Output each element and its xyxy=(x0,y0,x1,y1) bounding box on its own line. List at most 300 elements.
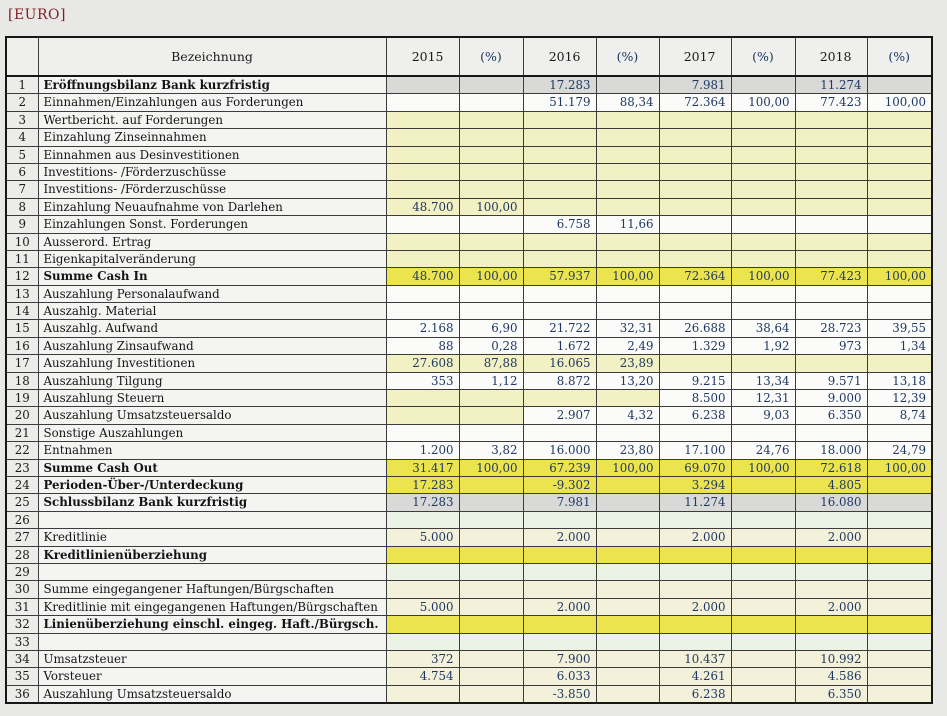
value-cell xyxy=(795,129,867,146)
value-cell xyxy=(459,476,523,493)
value-cell: 5.000 xyxy=(386,598,459,615)
value-cell: 48.700 xyxy=(386,268,459,285)
row-label-cell: Auszahlung Umsatzsteuersaldo xyxy=(38,407,386,424)
row-label-cell: Investitions- /Förderzuschüsse xyxy=(38,181,386,198)
value-cell xyxy=(867,146,932,163)
value-cell xyxy=(523,111,596,128)
value-cell: 4.261 xyxy=(659,668,731,685)
value-cell xyxy=(867,563,932,580)
column-header-bezeichnung: Bezeichnung xyxy=(38,37,386,76)
value-cell xyxy=(659,198,731,215)
value-cell: 17.283 xyxy=(386,476,459,493)
row-number-cell: 20 xyxy=(6,407,38,424)
value-cell: 6.238 xyxy=(659,407,731,424)
value-cell: 100,00 xyxy=(867,459,932,476)
column-header-: (%) xyxy=(867,37,932,76)
value-cell xyxy=(795,303,867,320)
value-cell xyxy=(523,163,596,180)
value-cell xyxy=(867,216,932,233)
table-row xyxy=(6,459,932,476)
value-cell: 6,90 xyxy=(459,320,523,337)
value-cell xyxy=(523,546,596,563)
value-cell xyxy=(596,685,659,703)
value-cell xyxy=(659,355,731,372)
value-cell: 16.080 xyxy=(795,494,867,511)
value-cell: 38,64 xyxy=(731,320,795,337)
value-cell xyxy=(731,129,795,146)
value-cell: 6.033 xyxy=(523,668,596,685)
value-cell xyxy=(459,633,523,650)
row-number-cell: 8 xyxy=(6,198,38,215)
table-row xyxy=(6,216,932,233)
value-cell xyxy=(659,129,731,146)
column-header-: (%) xyxy=(596,37,659,76)
value-cell xyxy=(596,668,659,685)
value-cell xyxy=(795,250,867,267)
value-cell xyxy=(386,285,459,302)
value-cell: 2.000 xyxy=(659,529,731,546)
value-cell xyxy=(795,511,867,528)
value-cell xyxy=(596,285,659,302)
row-label-cell: Einnahmen aus Desinvestitionen xyxy=(38,146,386,163)
value-cell xyxy=(867,685,932,703)
value-cell: 16.000 xyxy=(523,442,596,459)
value-cell: 26.688 xyxy=(659,320,731,337)
value-cell: 88,34 xyxy=(596,94,659,111)
value-cell: 2.907 xyxy=(523,407,596,424)
value-cell: 1.672 xyxy=(523,337,596,354)
row-label-cell: Sonstige Auszahlungen xyxy=(38,424,386,441)
row-label-cell: Kreditlinie mit eingegangenen Haftungen/Bürgschaften xyxy=(38,598,386,615)
value-cell xyxy=(795,163,867,180)
value-cell xyxy=(386,303,459,320)
row-number-cell: 29 xyxy=(6,563,38,580)
value-cell xyxy=(596,511,659,528)
value-cell xyxy=(596,598,659,615)
table-row xyxy=(6,633,932,650)
value-cell xyxy=(795,633,867,650)
value-cell xyxy=(731,76,795,94)
row-number-cell: 13 xyxy=(6,285,38,302)
value-cell xyxy=(459,546,523,563)
value-cell xyxy=(731,181,795,198)
row-label-cell: Summe Cash Out xyxy=(38,459,386,476)
value-cell: 27.608 xyxy=(386,355,459,372)
value-cell: 100,00 xyxy=(596,268,659,285)
value-cell xyxy=(596,633,659,650)
value-cell xyxy=(795,233,867,250)
value-cell: 13,18 xyxy=(867,372,932,389)
value-cell: 3.294 xyxy=(659,476,731,493)
value-cell xyxy=(731,163,795,180)
value-cell xyxy=(459,494,523,511)
value-cell xyxy=(386,511,459,528)
value-cell xyxy=(386,94,459,111)
value-cell: 10.437 xyxy=(659,650,731,667)
value-cell: 8.500 xyxy=(659,390,731,407)
row-number-cell: 11 xyxy=(6,250,38,267)
value-cell: 973 xyxy=(795,337,867,354)
row-number-cell: 30 xyxy=(6,581,38,598)
value-cell xyxy=(596,529,659,546)
table-row xyxy=(6,685,932,703)
value-cell xyxy=(731,494,795,511)
value-cell: 39,55 xyxy=(867,320,932,337)
table-row xyxy=(6,494,932,511)
value-cell: 1.200 xyxy=(386,442,459,459)
value-cell: 353 xyxy=(386,372,459,389)
value-cell xyxy=(386,76,459,94)
value-cell xyxy=(596,146,659,163)
value-cell: 1,34 xyxy=(867,337,932,354)
value-cell xyxy=(523,581,596,598)
value-cell xyxy=(596,563,659,580)
value-cell xyxy=(596,76,659,94)
value-cell xyxy=(731,250,795,267)
row-label-cell xyxy=(38,563,386,580)
value-cell xyxy=(795,198,867,215)
table-row xyxy=(6,511,932,528)
table-row xyxy=(6,390,932,407)
value-cell xyxy=(867,163,932,180)
value-cell: 100,00 xyxy=(459,198,523,215)
row-number-cell: 3 xyxy=(6,111,38,128)
value-cell xyxy=(659,181,731,198)
value-cell xyxy=(596,111,659,128)
row-label-cell xyxy=(38,633,386,650)
value-cell xyxy=(867,529,932,546)
value-cell: 2.000 xyxy=(659,598,731,615)
value-cell xyxy=(459,511,523,528)
row-number-cell: 12 xyxy=(6,268,38,285)
value-cell xyxy=(596,616,659,633)
value-cell xyxy=(459,581,523,598)
value-cell: 2.000 xyxy=(523,598,596,615)
value-cell: 100,00 xyxy=(459,268,523,285)
value-cell xyxy=(731,355,795,372)
value-cell: 21.722 xyxy=(523,320,596,337)
value-cell xyxy=(731,303,795,320)
value-cell: 17.283 xyxy=(386,494,459,511)
table-row xyxy=(6,111,932,128)
value-cell xyxy=(659,563,731,580)
value-cell: 16.065 xyxy=(523,355,596,372)
row-label-cell: Eröffnungsbilanz Bank kurzfristig xyxy=(38,76,386,94)
value-cell: 48.700 xyxy=(386,198,459,215)
value-cell xyxy=(867,581,932,598)
value-cell xyxy=(795,355,867,372)
row-number-cell: 32 xyxy=(6,616,38,633)
value-cell xyxy=(596,163,659,180)
value-cell xyxy=(596,581,659,598)
row-number-cell: 15 xyxy=(6,320,38,337)
row-label-cell: Investitions- /Förderzuschüsse xyxy=(38,163,386,180)
value-cell xyxy=(659,285,731,302)
row-label-cell: Wertbericht. auf Forderungen xyxy=(38,111,386,128)
row-number-cell: 23 xyxy=(6,459,38,476)
value-cell xyxy=(386,407,459,424)
value-cell xyxy=(731,233,795,250)
value-cell: 100,00 xyxy=(459,459,523,476)
value-cell xyxy=(386,563,459,580)
row-label-cell: Auszahlung Investitionen xyxy=(38,355,386,372)
value-cell: 17.100 xyxy=(659,442,731,459)
table-row xyxy=(6,146,932,163)
table-row xyxy=(6,250,932,267)
table-row xyxy=(6,285,932,302)
value-cell: 6.238 xyxy=(659,685,731,703)
column-header-2016: 2016 xyxy=(523,37,596,76)
value-cell: 87,88 xyxy=(459,355,523,372)
value-cell xyxy=(596,546,659,563)
row-number-cell: 2 xyxy=(6,94,38,111)
value-cell xyxy=(867,198,932,215)
row-label-cell: Perioden-Über-/Unterdeckung xyxy=(38,476,386,493)
value-cell xyxy=(459,285,523,302)
value-cell xyxy=(596,494,659,511)
value-cell xyxy=(659,581,731,598)
value-cell xyxy=(867,598,932,615)
row-label-cell: Schlussbilanz Bank kurzfristig xyxy=(38,494,386,511)
value-cell xyxy=(596,250,659,267)
row-number-cell: 35 xyxy=(6,668,38,685)
row-number-cell: 7 xyxy=(6,181,38,198)
value-cell: 72.618 xyxy=(795,459,867,476)
value-cell xyxy=(386,424,459,441)
value-cell xyxy=(459,94,523,111)
table-row xyxy=(6,407,932,424)
value-cell: 23,80 xyxy=(596,442,659,459)
row-number-cell: 22 xyxy=(6,442,38,459)
value-cell xyxy=(795,424,867,441)
table-row xyxy=(6,476,932,493)
value-cell xyxy=(523,129,596,146)
row-number-cell: 19 xyxy=(6,390,38,407)
currency-label: [EURO] xyxy=(8,7,66,23)
value-cell xyxy=(731,650,795,667)
value-cell: 100,00 xyxy=(731,268,795,285)
value-cell xyxy=(386,685,459,703)
table-row xyxy=(6,442,932,459)
row-label-cell: Umsatzsteuer xyxy=(38,650,386,667)
value-cell xyxy=(659,424,731,441)
value-cell xyxy=(659,111,731,128)
row-label-cell: Auszahlung Umsatzsteuersaldo xyxy=(38,685,386,703)
value-cell xyxy=(795,563,867,580)
table-row xyxy=(6,233,932,250)
row-label-cell: Auszahlung Personalaufwand xyxy=(38,285,386,302)
value-cell xyxy=(459,390,523,407)
value-cell xyxy=(867,181,932,198)
value-cell: 69.070 xyxy=(659,459,731,476)
value-cell: 11,66 xyxy=(596,216,659,233)
value-cell: 100,00 xyxy=(731,459,795,476)
value-cell: 32,31 xyxy=(596,320,659,337)
value-cell xyxy=(731,529,795,546)
value-cell: 72.364 xyxy=(659,94,731,111)
value-cell xyxy=(386,129,459,146)
value-cell xyxy=(731,685,795,703)
column-header-: (%) xyxy=(459,37,523,76)
value-cell: 5.000 xyxy=(386,529,459,546)
value-cell xyxy=(867,285,932,302)
column-header-: (%) xyxy=(731,37,795,76)
value-cell: 18.000 xyxy=(795,442,867,459)
value-cell xyxy=(386,216,459,233)
value-cell xyxy=(596,424,659,441)
row-label-cell: Eigenkapitalveränderung xyxy=(38,250,386,267)
table-row xyxy=(6,129,932,146)
value-cell xyxy=(596,129,659,146)
value-cell: 51.179 xyxy=(523,94,596,111)
row-number-cell: 4 xyxy=(6,129,38,146)
table-row xyxy=(6,668,932,685)
value-cell xyxy=(659,216,731,233)
value-cell xyxy=(386,146,459,163)
row-number-cell: 9 xyxy=(6,216,38,233)
value-cell: 0,28 xyxy=(459,337,523,354)
table-row xyxy=(6,337,932,354)
value-cell xyxy=(386,163,459,180)
value-cell: 9.571 xyxy=(795,372,867,389)
value-cell xyxy=(731,633,795,650)
value-cell: 8,74 xyxy=(867,407,932,424)
value-cell xyxy=(659,633,731,650)
value-cell xyxy=(459,529,523,546)
value-cell xyxy=(459,407,523,424)
value-cell: 11.274 xyxy=(795,76,867,94)
value-cell xyxy=(731,546,795,563)
row-number-cell: 31 xyxy=(6,598,38,615)
value-cell: 2.000 xyxy=(523,529,596,546)
value-cell xyxy=(459,129,523,146)
value-cell: 2.000 xyxy=(795,598,867,615)
value-cell: 4.805 xyxy=(795,476,867,493)
value-cell xyxy=(795,111,867,128)
value-cell xyxy=(596,198,659,215)
value-cell: 1.329 xyxy=(659,337,731,354)
value-cell xyxy=(523,633,596,650)
row-label-cell: Kreditlinie xyxy=(38,529,386,546)
table-row xyxy=(6,320,932,337)
value-cell xyxy=(867,303,932,320)
table-body xyxy=(6,76,932,703)
value-cell xyxy=(659,303,731,320)
row-number-cell: 27 xyxy=(6,529,38,546)
value-cell xyxy=(731,216,795,233)
value-cell xyxy=(867,76,932,94)
row-label-cell: Entnahmen xyxy=(38,442,386,459)
value-cell xyxy=(459,76,523,94)
row-number-cell: 5 xyxy=(6,146,38,163)
value-cell xyxy=(731,198,795,215)
value-cell: 3,82 xyxy=(459,442,523,459)
value-cell: 57.937 xyxy=(523,268,596,285)
value-cell xyxy=(867,129,932,146)
value-cell xyxy=(795,285,867,302)
value-cell: 31.417 xyxy=(386,459,459,476)
table-row xyxy=(6,616,932,633)
value-cell: -3.850 xyxy=(523,685,596,703)
row-number-cell: 16 xyxy=(6,337,38,354)
value-cell: 17.283 xyxy=(523,76,596,94)
row-number-cell: 25 xyxy=(6,494,38,511)
value-cell: 12,39 xyxy=(867,390,932,407)
value-cell: 1,92 xyxy=(731,337,795,354)
value-cell xyxy=(795,181,867,198)
row-label-cell: Ausserord. Ertrag xyxy=(38,233,386,250)
value-cell xyxy=(867,476,932,493)
value-cell: 6.758 xyxy=(523,216,596,233)
value-cell: 8.872 xyxy=(523,372,596,389)
row-number-cell: 28 xyxy=(6,546,38,563)
value-cell: 372 xyxy=(386,650,459,667)
value-cell: 10.992 xyxy=(795,650,867,667)
value-cell: 13,20 xyxy=(596,372,659,389)
value-cell: 4,32 xyxy=(596,407,659,424)
row-label-cell: Kreditlinienüberziehung xyxy=(38,546,386,563)
value-cell xyxy=(731,424,795,441)
value-cell xyxy=(386,250,459,267)
value-cell xyxy=(523,285,596,302)
table-row xyxy=(6,563,932,580)
value-cell: 12,31 xyxy=(731,390,795,407)
value-cell xyxy=(867,511,932,528)
value-cell xyxy=(386,390,459,407)
row-number-cell: 1 xyxy=(6,76,38,94)
row-number-cell: 10 xyxy=(6,233,38,250)
value-cell xyxy=(867,111,932,128)
value-cell xyxy=(523,146,596,163)
value-cell xyxy=(523,198,596,215)
value-cell xyxy=(659,163,731,180)
value-cell: 77.423 xyxy=(795,94,867,111)
value-cell xyxy=(523,390,596,407)
value-cell xyxy=(459,181,523,198)
value-cell xyxy=(867,668,932,685)
value-cell: 1,12 xyxy=(459,372,523,389)
value-cell xyxy=(386,181,459,198)
row-label-cell: Einzahlung Zinseinnahmen xyxy=(38,129,386,146)
value-cell xyxy=(867,546,932,563)
value-cell: 9.215 xyxy=(659,372,731,389)
value-cell xyxy=(386,546,459,563)
value-cell xyxy=(459,111,523,128)
value-cell xyxy=(459,668,523,685)
row-number-cell: 26 xyxy=(6,511,38,528)
row-number-cell: 6 xyxy=(6,163,38,180)
value-cell: 2,49 xyxy=(596,337,659,354)
table-row xyxy=(6,424,932,441)
row-label-cell: Summe Cash In xyxy=(38,268,386,285)
value-cell xyxy=(523,181,596,198)
value-cell xyxy=(459,650,523,667)
value-cell: 13,34 xyxy=(731,372,795,389)
value-cell xyxy=(795,146,867,163)
value-cell xyxy=(596,303,659,320)
value-cell xyxy=(523,563,596,580)
row-number-cell: 18 xyxy=(6,372,38,389)
value-cell: -9.302 xyxy=(523,476,596,493)
value-cell xyxy=(731,616,795,633)
table-row xyxy=(6,650,932,667)
value-cell xyxy=(523,424,596,441)
row-label-cell: Einzahlung Neuaufnahme von Darlehen xyxy=(38,198,386,215)
value-cell xyxy=(459,146,523,163)
financial-table xyxy=(5,36,933,704)
value-cell xyxy=(731,511,795,528)
row-number-cell: 21 xyxy=(6,424,38,441)
